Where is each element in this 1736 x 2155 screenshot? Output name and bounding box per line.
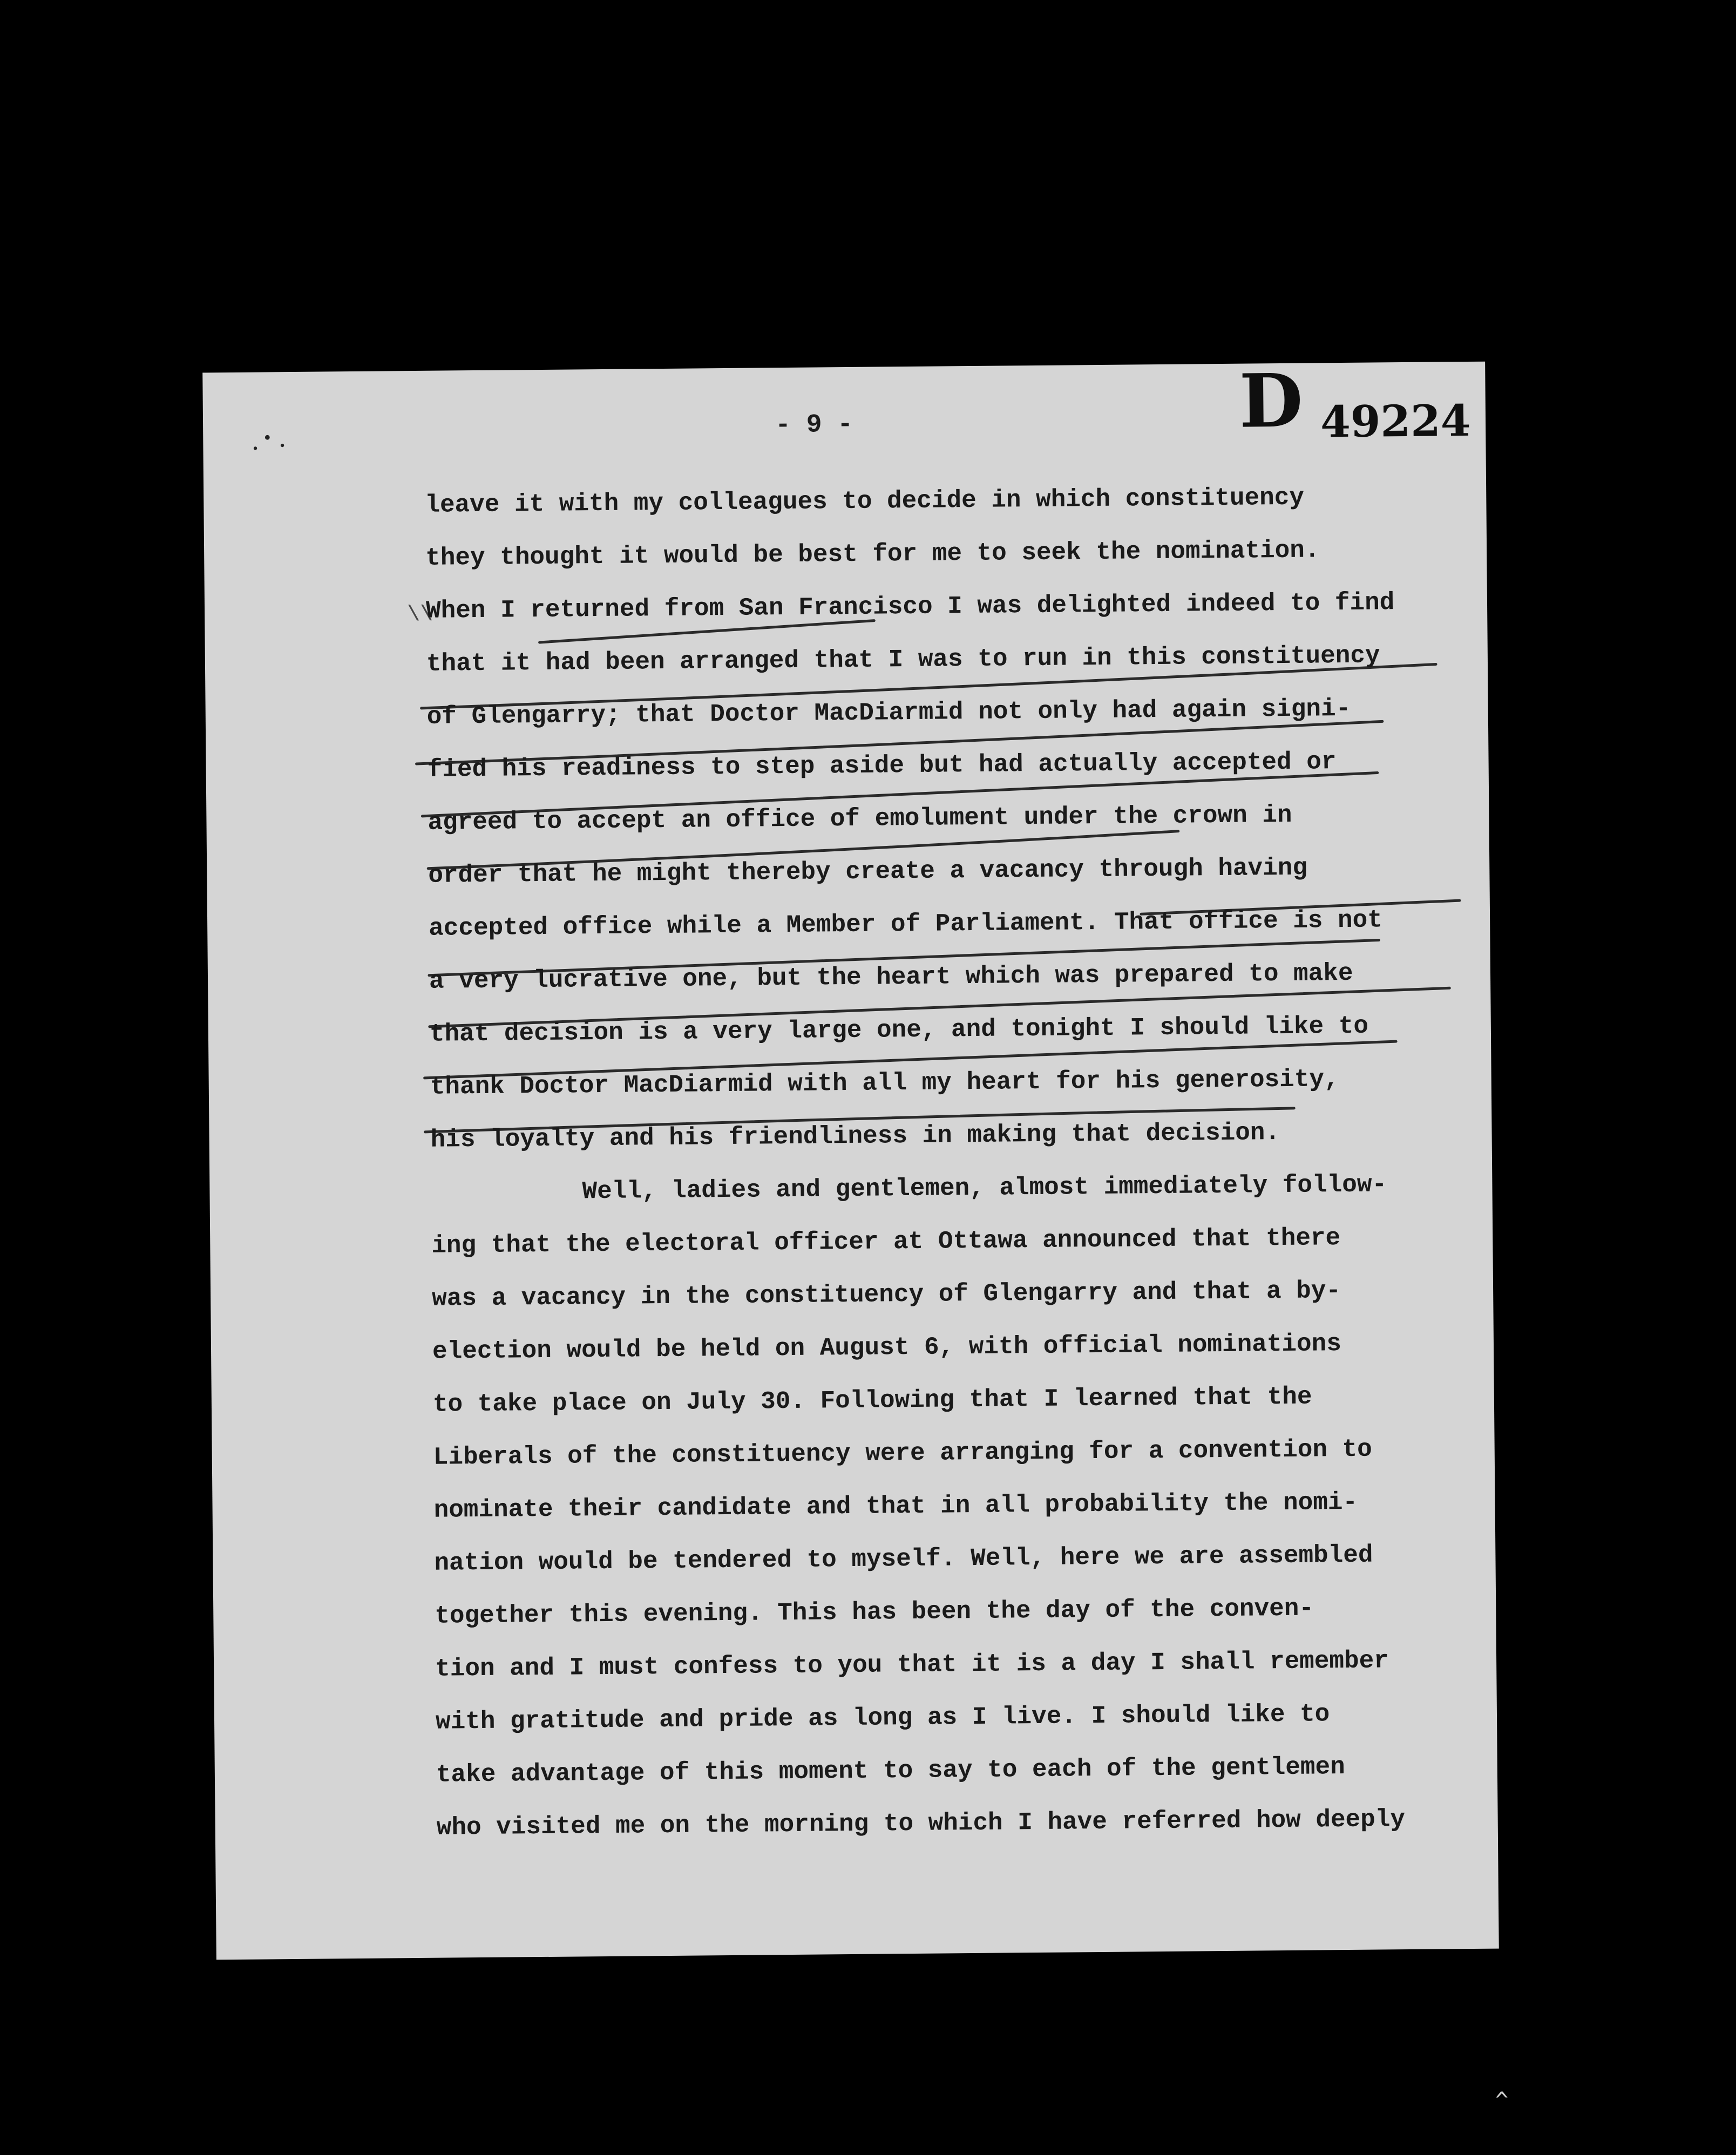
- corner-mark: ^: [1495, 2088, 1509, 2113]
- text-line: tion and I must confess to you that it is a day I shall remember: [435, 1646, 1389, 1683]
- text-line: his loyalty and his friendliness in making that decision.: [430, 1119, 1280, 1154]
- text-line: nominate their candidate and that in all probability the nomi-: [433, 1488, 1358, 1524]
- text-line: When I returned from San Francisco I was delighted indeed to find: [425, 588, 1395, 625]
- stamp-number: 49224: [1320, 395, 1471, 448]
- text-line: they thought it would be best for me to seek the nomination.: [425, 536, 1320, 572]
- text-line: agreed to accept an office of emolument under the crown in: [428, 801, 1292, 837]
- text-line: that decision is a very large one, and tonight I should like to: [429, 1012, 1369, 1048]
- text-line: that it had been arranged that I was to run in this constituency: [426, 641, 1380, 678]
- document-body: [425, 470, 1495, 1854]
- text-line: nation would be tendered to myself. Well, here we are assembled: [434, 1541, 1373, 1577]
- text-line: Liberals of the constituency were arranging for a convention to: [433, 1435, 1373, 1472]
- text-line: who visited me on the morning to which I have referred how deeply: [436, 1805, 1406, 1842]
- text-line: a very lucrative one, but the heart which was prepared to make: [429, 959, 1353, 995]
- speck-mark: •: [279, 439, 286, 453]
- text-line: take advantage of this moment to say to each of the gentlemen: [436, 1753, 1345, 1789]
- text-line: fied his readiness to step aside but had actually accepted or: [427, 748, 1337, 784]
- text-line: to take place on July 30. Following that I learned that the: [432, 1383, 1312, 1419]
- text-line: accepted office while a Member of Parliament. That office is not: [428, 906, 1383, 943]
- text-line: together this evening. This has been the day of the conven-: [435, 1594, 1314, 1630]
- handwritten-tick-mark: \\: [406, 602, 433, 628]
- text-line: leave it with my colleagues to decide in which constituency: [425, 483, 1305, 519]
- document-page: [202, 357, 1499, 1960]
- text-line: election would be held on August 6, with official nominations: [432, 1330, 1342, 1366]
- text-line: was a vacancy in the constituency of Glengarry and that a by-: [431, 1277, 1341, 1313]
- text-line: with gratitude and pride as long as I live. I should like to: [435, 1700, 1330, 1736]
- text-line: order that he might thereby create a vacancy through having: [428, 853, 1308, 890]
- speck-mark: •: [262, 429, 273, 448]
- text-line: of Glengarry; that Doctor MacDiarmid not only had again signi-: [426, 694, 1351, 731]
- text-line: thank Doctor MacDiarmid with all my heart for his generosity,: [430, 1065, 1339, 1101]
- text-line: Well, ladies and gentlemen, almost immediately follow-: [582, 1170, 1387, 1206]
- speck-mark: •: [252, 442, 259, 456]
- page-number: - 9 -: [775, 410, 853, 441]
- text-line: ing that the electoral officer at Ottawa announced that there: [431, 1224, 1341, 1260]
- stamp-letter: D: [1239, 357, 1304, 445]
